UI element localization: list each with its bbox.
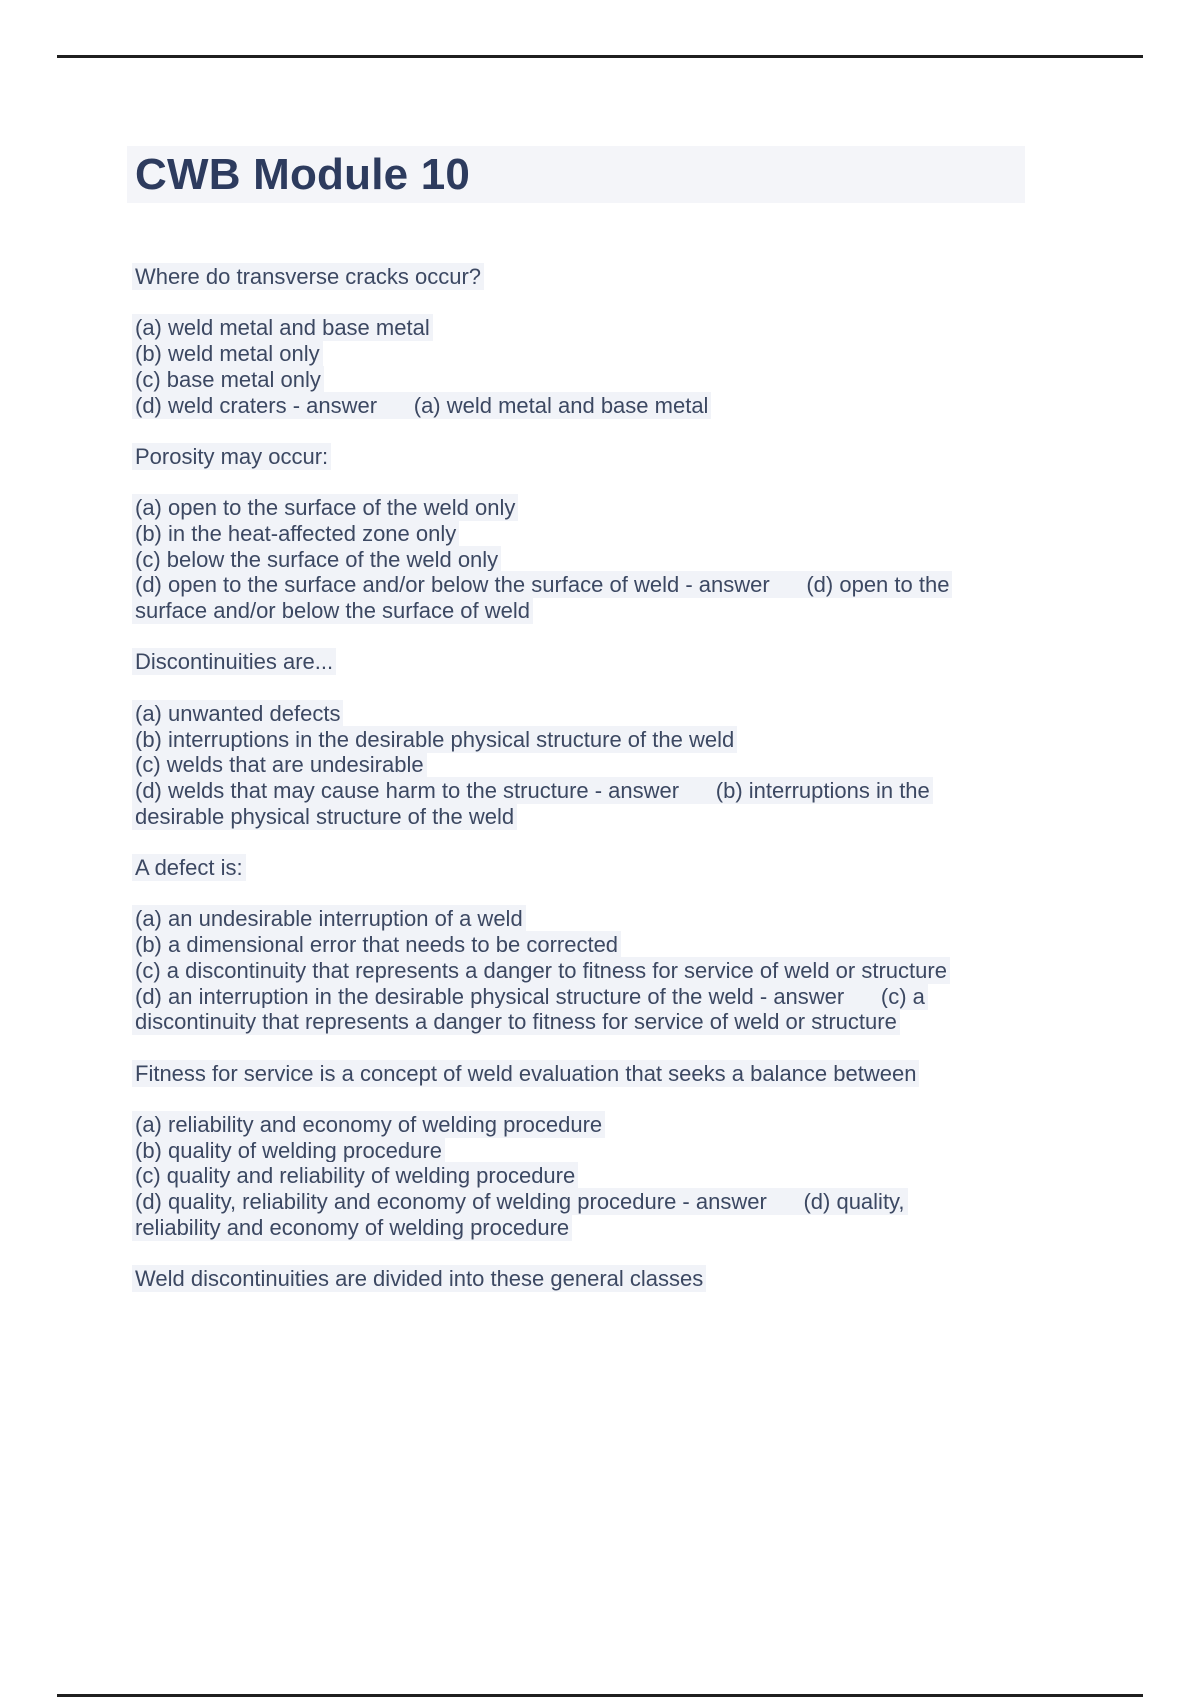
option-line: (d) welds that may cause harm to the structure - answer (b) interruptions in the: [132, 777, 933, 804]
question-block: [135, 444, 1087, 624]
option-line: (b) a dimensional error that needs to be corrected: [132, 931, 621, 958]
option-line: (d) quality, reliability and economy of welding procedure - answer (d) quality,: [132, 1188, 908, 1215]
option-line: (b) in the heat-affected zone only: [132, 520, 459, 547]
question-block: [135, 855, 1087, 1035]
option-line: discontinuity that represents a danger to fitness for service of weld or structure: [132, 1008, 900, 1035]
option-line: (a) an undesirable interruption of a weld: [132, 905, 526, 932]
option-line: (d) weld craters - answer (a) weld metal and base metal: [132, 392, 711, 419]
option-line: (a) unwanted defects: [132, 700, 343, 727]
option-line: (d) an interruption in the desirable physical structure of the weld - answer (c) a: [132, 983, 928, 1010]
option-line: (b) interruptions in the desirable physical structure of the weld: [132, 726, 737, 753]
options-group: [135, 495, 1087, 624]
option-line: (c) a discontinuity that represents a danger to fitness for service of weld or structure: [132, 957, 950, 984]
options-group: [135, 701, 1087, 830]
options-group: [135, 1112, 1087, 1241]
option-line: (a) open to the surface of the weld only: [132, 494, 518, 521]
question-text: Porosity may occur:: [132, 443, 331, 470]
question-block: [135, 649, 1087, 829]
question-text: Where do transverse cracks occur?: [132, 263, 484, 290]
question-text: Fitness for service is a concept of weld evaluation that seeks a balance between: [132, 1060, 919, 1087]
question-text: Weld discontinuities are divided into these general classes: [132, 1265, 706, 1292]
option-line: desirable physical structure of the weld: [132, 803, 517, 830]
question-block: [135, 264, 1087, 418]
option-line: (c) quality and reliability of welding procedure: [132, 1162, 578, 1189]
option-line: (a) weld metal and base metal: [132, 314, 433, 341]
option-line: reliability and economy of welding procedure: [132, 1214, 572, 1241]
top-rule-divider: [57, 55, 1143, 58]
title-highlight-band: [127, 146, 1025, 203]
option-line: (c) welds that are undesirable: [132, 751, 427, 778]
option-line: (c) below the surface of the weld only: [132, 546, 501, 573]
question-text: A defect is:: [132, 854, 246, 881]
option-line: (d) open to the surface and/or below the surface of weld - answer (d) open to the: [132, 571, 952, 598]
options-group: [135, 906, 1087, 1035]
option-line: (b) quality of welding procedure: [132, 1137, 445, 1164]
question-list: [135, 264, 1087, 1318]
option-line: surface and/or below the surface of weld: [132, 597, 533, 624]
bottom-rule-divider: [57, 1694, 1143, 1697]
option-line: (c) base metal only: [132, 366, 324, 393]
question-block: [135, 1266, 1087, 1292]
options-group: [135, 315, 1087, 418]
question-block: [135, 1061, 1087, 1241]
question-text: Discontinuities are...: [132, 648, 336, 675]
option-line: (b) weld metal only: [132, 340, 323, 367]
option-line: (a) reliability and economy of welding procedure: [132, 1111, 605, 1138]
page-title: CWB Module 10: [135, 149, 471, 199]
